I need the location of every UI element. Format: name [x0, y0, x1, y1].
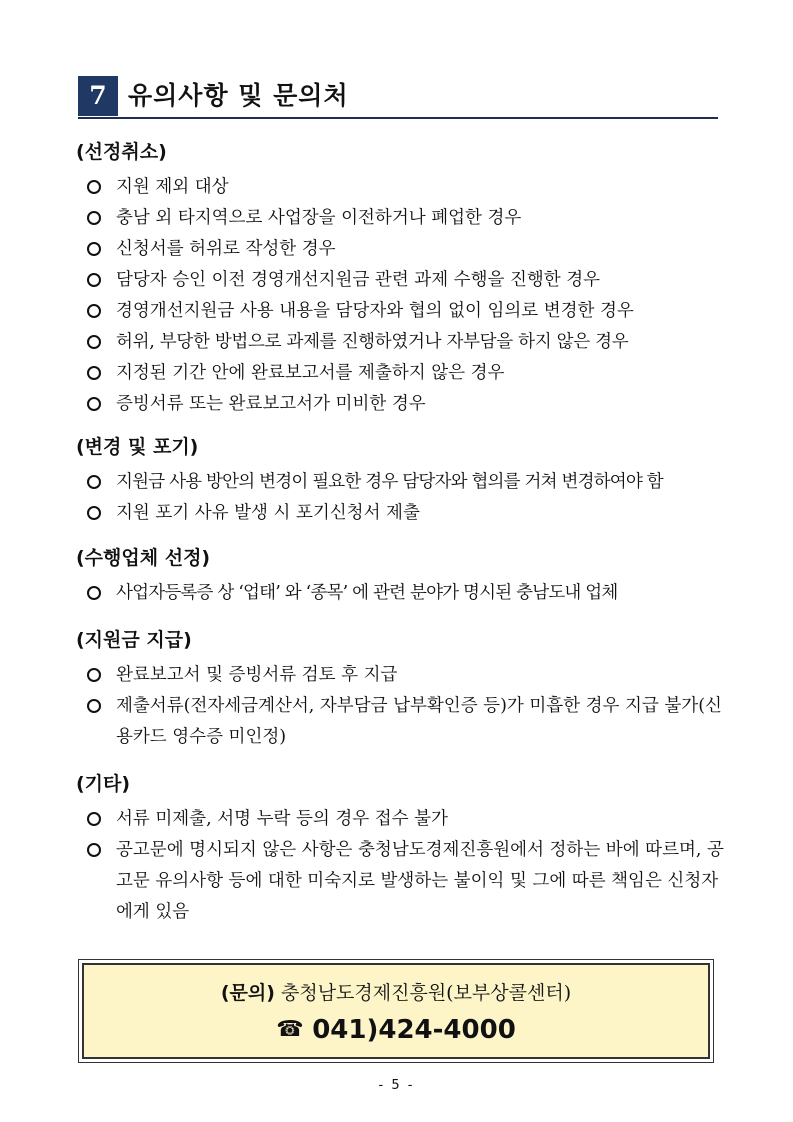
section-etc — [76, 772, 726, 928]
list-item: 충남 외 타지역으로 사업장을 이전하거나 폐업한 경우 — [76, 203, 726, 234]
circle-bullet-icon — [87, 843, 101, 857]
list-item: 경영개선지원금 사용 내용을 담당자와 협의 없이 임의로 변경한 경우 — [76, 296, 726, 327]
circle-bullet-icon — [87, 304, 101, 318]
section-heading: (기타) — [76, 773, 131, 795]
telephone-icon: ☎ — [276, 1017, 304, 1042]
circle-bullet-icon — [87, 335, 101, 349]
circle-bullet-icon — [87, 506, 101, 520]
circle-bullet-icon — [87, 699, 101, 713]
section-cancellation — [76, 140, 726, 420]
circle-bullet-icon — [87, 180, 101, 194]
list-item: 증빙서류 또는 완료보고서가 미비한 경우 — [76, 389, 726, 420]
list-item: 지원 제외 대상 — [76, 172, 726, 203]
section-header — [78, 76, 718, 119]
contact-org-line — [84, 981, 708, 1005]
circle-bullet-icon — [87, 242, 101, 256]
list-item: 사업자등록증 상 ‘업태’ 와 ‘종목’ 에 관련 분야가 명시된 충남도내 업체 — [76, 578, 726, 609]
section-payment — [76, 628, 726, 753]
page-number: - 5 - — [378, 1078, 415, 1093]
circle-bullet-icon — [87, 586, 101, 600]
contact-org: 충청남도경제진흥원(보부상콜센터) — [280, 982, 572, 1004]
section-change-giveup — [76, 435, 726, 529]
section-heading: (수행업체 선정) — [76, 547, 211, 569]
section-heading: (선정취소) — [76, 141, 167, 163]
list-item: 지원 포기 사유 발생 시 포기신청서 제출 — [76, 498, 726, 529]
list-item: 지원금 사용 방안의 변경이 필요한 경우 담당자와 협의를 거쳐 변경하여야 함 — [76, 467, 726, 498]
contact-label: (문의) — [220, 982, 275, 1004]
section-vendor-selection — [76, 546, 726, 609]
circle-bullet-icon — [87, 211, 101, 225]
section-number-badge: 7 — [78, 76, 118, 116]
list-item: 서류 미제출, 서명 누락 등의 경우 접수 불가 — [76, 804, 726, 835]
section-heading: (변경 및 포기) — [76, 436, 199, 458]
circle-bullet-icon — [87, 273, 101, 287]
circle-bullet-icon — [87, 812, 101, 826]
contact-phone: 041)424-4000 — [312, 1015, 516, 1045]
circle-bullet-icon — [87, 366, 101, 380]
list-item: 완료보고서 및 증빙서류 검토 후 지급 — [76, 660, 726, 691]
list-item: 담당자 승인 이전 경영개선지원금 관련 과제 수행을 진행한 경우 — [76, 265, 726, 296]
list-item: 신청서를 허위로 작성한 경우 — [76, 234, 726, 265]
contact-phone-line — [84, 1012, 708, 1048]
list-item: 지정된 기간 안에 완료보고서를 제출하지 않은 경우 — [76, 358, 726, 389]
circle-bullet-icon — [87, 668, 101, 682]
list-item: 허위, 부당한 방법으로 과제를 진행하였거나 자부담을 하지 않은 경우 — [76, 327, 726, 358]
list-item: 제출서류(전자세금계산서, 자부담금 납부확인증 등)가 미흡한 경우 지급 불가(신용카드 영수증 미인정) — [76, 691, 726, 753]
circle-bullet-icon — [87, 475, 101, 489]
contact-box — [82, 963, 710, 1059]
circle-bullet-icon — [87, 397, 101, 411]
list-item: 공고문에 명시되지 않은 사항은 충청남도경제진흥원에서 정하는 바에 따르며, 공고문 유의사항 등에 대한 미숙지로 발생하는 불이익 및 그에 따른 책임은 신청자에게 있음 — [76, 835, 726, 928]
section-heading: (지원금 지급) — [76, 629, 192, 651]
section-title: 유의사항 및 문의처 — [128, 81, 349, 110]
